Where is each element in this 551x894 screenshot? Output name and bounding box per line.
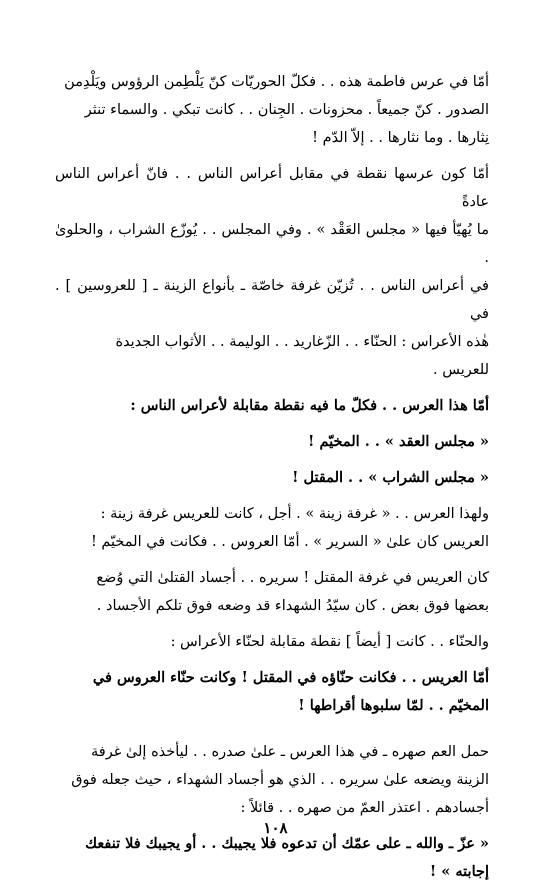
paragraph-quote xyxy=(55,830,489,886)
text-line: أمّا العريس . . فكانت حنّاؤه في المقتل ! وكانت حنّاء العروس في xyxy=(92,669,489,686)
paragraph-5 xyxy=(55,464,489,492)
text-line: « مجلس العقد » . . المخيّم ! xyxy=(308,433,489,450)
text-line: العريس كان علىٰ « السرير » . أمّا العروس . . فكانت في المخيّم ! xyxy=(90,534,489,550)
text-line: للعريس . xyxy=(433,362,489,378)
paragraph-2 xyxy=(55,160,489,384)
text-line: إجابته » ! xyxy=(429,863,489,880)
text-line: والحنّاء . . كانت [ أيضاً ] نقطة مقابلة لحنّاء الأعراس : xyxy=(170,634,489,650)
text-line: كان العريس في غرفة المقتل ! سريره . . أجساد القتلىٰ التي وُضع xyxy=(96,570,489,586)
paragraph-4 xyxy=(55,428,489,456)
paragraph-1 xyxy=(55,68,489,152)
text-line: أجسادهم . اعتذر العمّ من صهره . . قائلاً : xyxy=(240,800,489,816)
paragraph-10 xyxy=(55,738,489,822)
paragraph-3 xyxy=(55,392,489,420)
paragraph-8 xyxy=(55,628,489,656)
text-line: « مجلس الشراب » . . المقتل ! xyxy=(292,469,489,486)
page-text xyxy=(55,68,489,894)
text-line: أمّا كون عرسها نقطة في مقابل أعراس الناس . . فانّ أعراس الناس عادةً xyxy=(55,166,489,210)
text-line: المخيّم . . لمّا سلبوها أقراطها ! xyxy=(298,697,489,714)
text-line: أمّا هذا العرس . . فكلّ ما فيه نقطة مقابلة لأعراس الناس : xyxy=(130,397,489,414)
text-line: هٰذه الأعراس : الحنّاء . . الزّغاريد . . الوليمة . . الأثواب الجديدة xyxy=(115,334,489,350)
text-line: بعضها فوق بعض . كان سيّدُ الشهداء قد وضعه فوق تلكم الأجساد . xyxy=(96,598,489,614)
text-line: الزينة ويضعه علىٰ سريره . . الذي هو أجساد الشهداء ، حيث جعله فوق xyxy=(71,772,489,788)
text-line: ولهذا العرس . . « غرفة زينة » . أجل ، كانت للعريس غرفة زينة : xyxy=(100,506,489,522)
text-line: الصدور . كنّ جميعاً . محزونات . الجِنان . . كانت تبكي . والسماء تنثر xyxy=(84,102,489,118)
paragraph-6 xyxy=(55,500,489,556)
text-line: في أعراس الناس . . تُزيّن غرفة خاصّة ـ بأنواع الزينة ـ [ للعروسين ] . في xyxy=(55,278,489,322)
paragraph-7 xyxy=(55,564,489,620)
page-number: ١٠٨ xyxy=(263,819,288,837)
text-line: أمّا في عرس فاطمة هذه . . فكلّ الحوريّات كنّ يَلْطِمن الرؤوس ويَلْدِمن xyxy=(64,74,489,90)
text-line: حمل العم صهره ـ في هذا العرس ـ علىٰ صدره . . ليأخذه إلىٰ غرفة xyxy=(91,744,489,760)
paragraph-9 xyxy=(55,664,489,720)
text-line: ما يُهيّأ فيها « مجلس العَقْد » . وفي المجلس . . يُوزّع الشراب ، والحلوىٰ . xyxy=(55,222,489,266)
text-line: « عزّ ـ والله ـ على عمّك أن تدعوه فلا يجيبك . . أو يجيبك فلا تنفعك xyxy=(85,835,489,852)
text-line: نِثارها . وما نثارها . . إلاّ الدّم ! xyxy=(312,130,489,146)
